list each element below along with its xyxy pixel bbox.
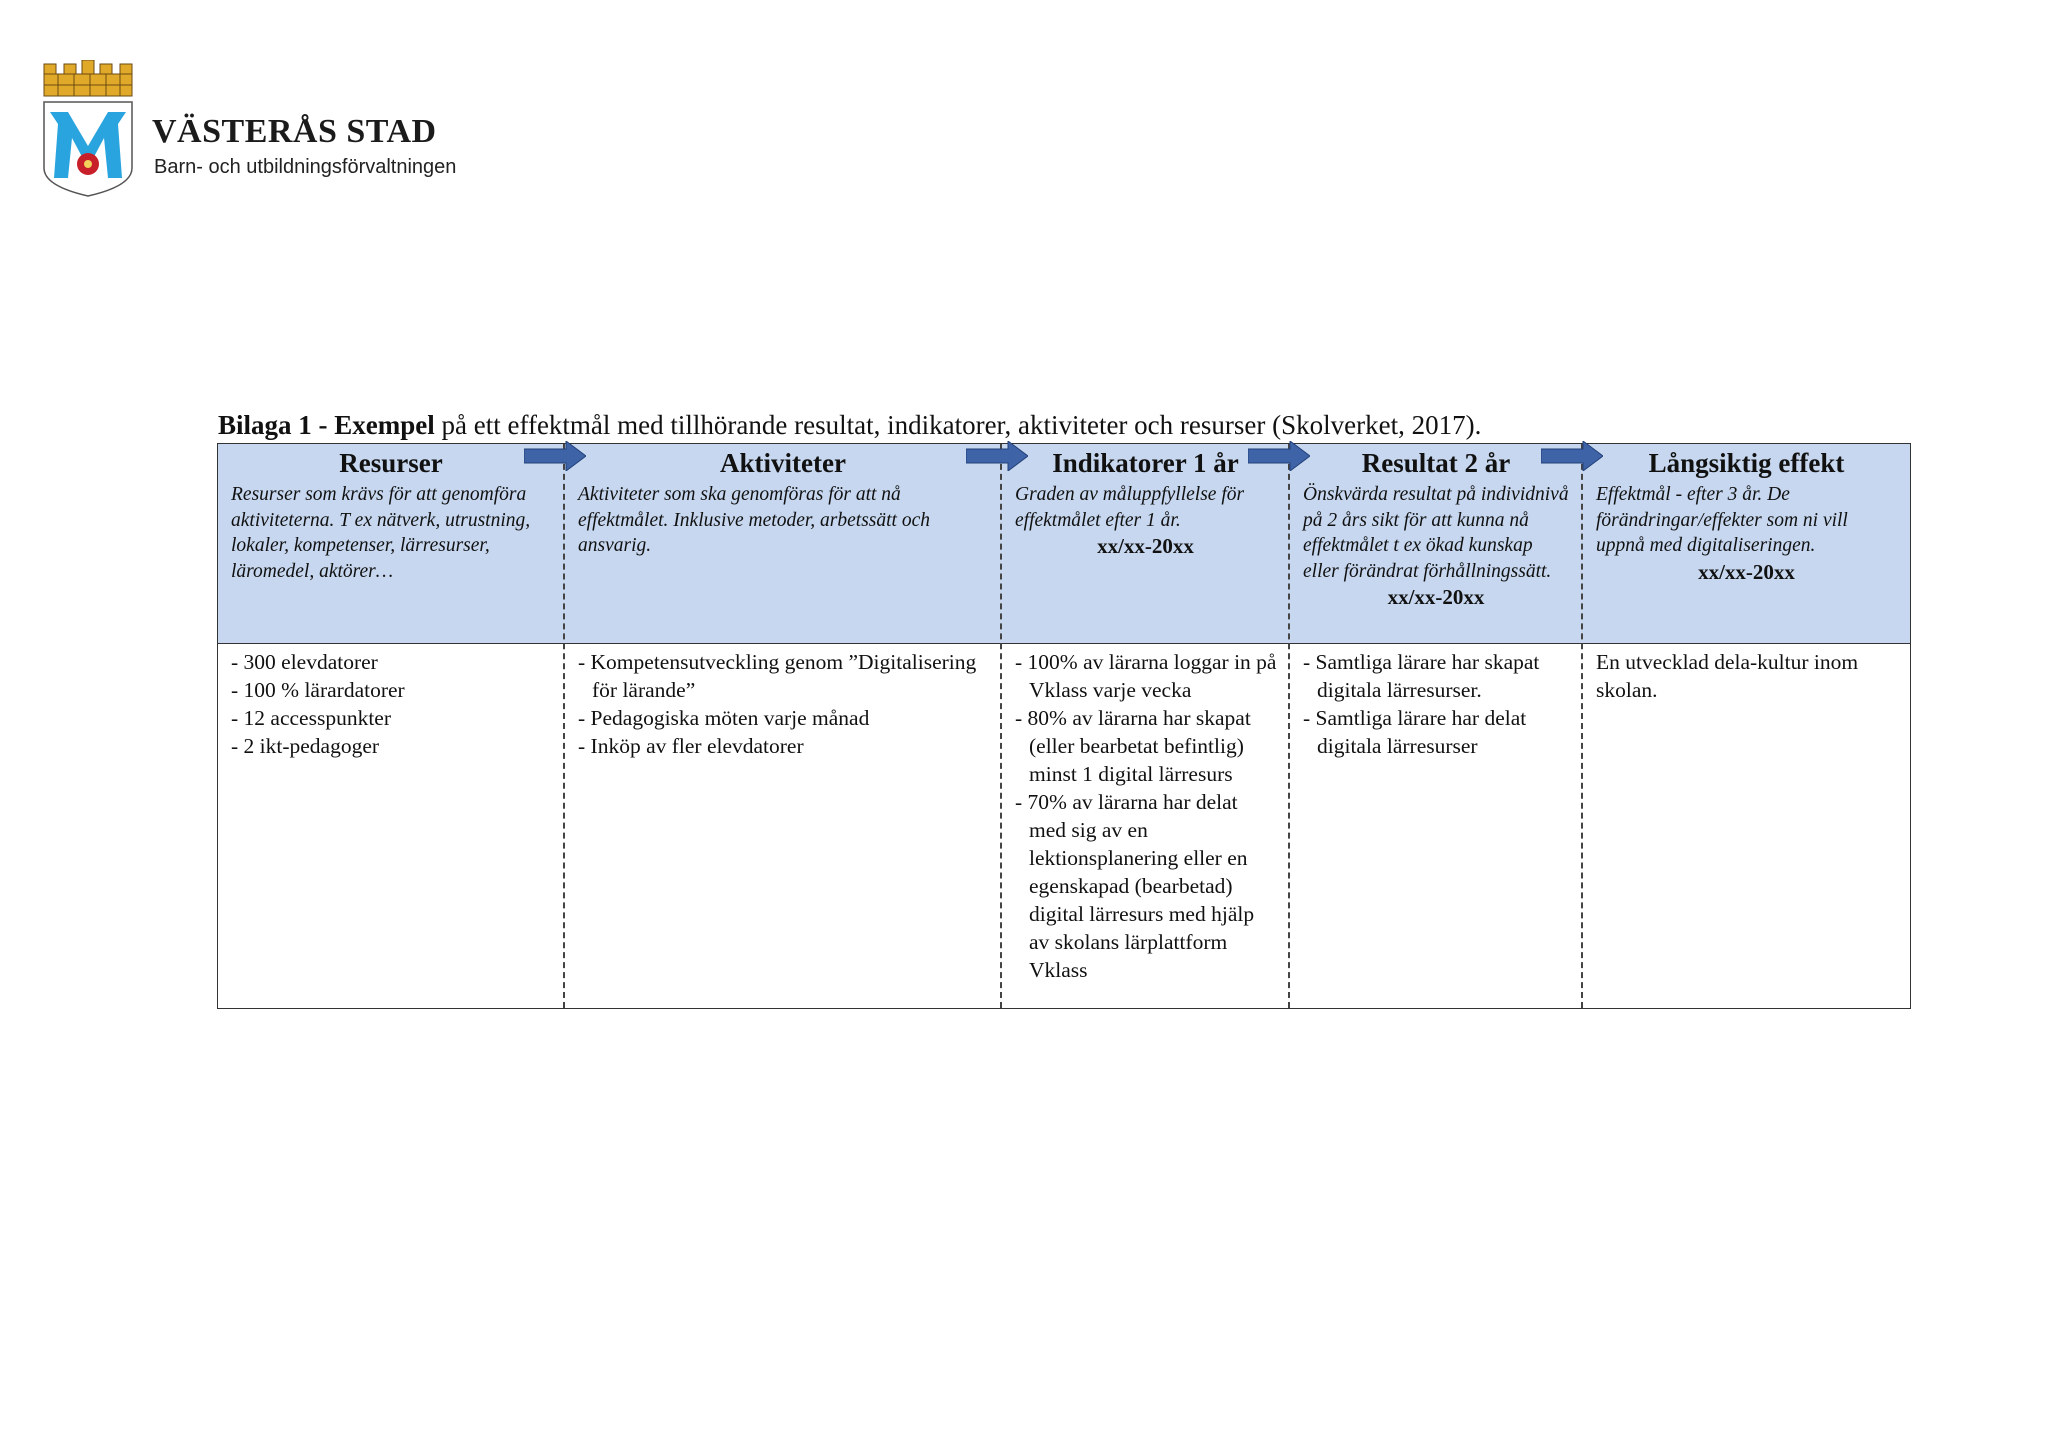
organization-subtitle: Barn- och utbildningsförvaltningen — [154, 156, 457, 178]
logic-model-table — [217, 443, 1911, 1009]
list-item: - 12 accesspunkter — [231, 706, 391, 730]
list-item: - 80% av lärarna har skapat (eller bearbetat befintlig) minst 1 digital lärresurs — [1015, 706, 1251, 786]
column-body — [1002, 644, 1288, 984]
list-item: - 70% av lärarna har delat med sig av en lektionsplanering eller en egenskapad (bearbetad) digital lärresurs med hjälp av skolans lärplattform Vklass — [1015, 790, 1255, 982]
column-title: Indikatorer 1 år — [1052, 448, 1239, 478]
list-item: - Samtliga lärare har delat digitala lärresurser — [1303, 706, 1527, 758]
arrow-right-icon — [1541, 441, 1603, 471]
column-resultat — [1288, 444, 1581, 1008]
crown-icon — [44, 60, 132, 96]
list-item: - Inköp av fler elevdatorer — [578, 734, 804, 758]
column-body — [1583, 644, 1909, 704]
column-title: Långsiktig effekt — [1648, 448, 1845, 478]
column-header — [218, 444, 563, 644]
column-date: xx/xx-20xx — [1698, 559, 1795, 584]
column-title: Resultat 2 år — [1361, 448, 1511, 478]
column-body — [218, 644, 563, 760]
column-header — [565, 444, 1000, 644]
column-title: Resurser — [339, 448, 443, 478]
column-body — [1290, 644, 1581, 760]
column-indikatorer — [1000, 444, 1288, 1008]
list-item: En utvecklad dela-kultur inom skolan. — [1596, 650, 1859, 702]
organization-name: VÄSTERÅS STAD — [152, 113, 437, 150]
column-title: Aktiviteter — [720, 448, 846, 478]
column-description: Effektmål - efter 3 år. De förändringar/effekter som ni vill uppnå med digitaliseringen. — [1596, 484, 1848, 556]
column-header — [1002, 444, 1288, 644]
column-description: Resurser som krävs för att genomföra aktiviteterna. T ex nätverk, utrustning, lokaler, kompetenser, lärresurser, läromedel, aktörer… — [231, 484, 531, 582]
column-header — [1290, 444, 1581, 644]
list-item: - Kompetensutveckling genom ”Digitalisering för lärande” — [578, 650, 977, 702]
list-item: - 100 % lärardatorer — [231, 678, 405, 702]
column-description: Önskvärda resultat på individnivå på 2 års sikt för att kunna nå effektmålet t ex ökad kunskap eller förändrat förhållningssätt. — [1303, 484, 1569, 582]
caption-bold: Bilaga 1 - Exempel — [218, 410, 435, 440]
list-item: - 100% av lärarna loggar in på Vklass varje vecka — [1015, 650, 1277, 702]
column-description: Aktiviteter som ska genomföras för att nå effektmålet. Inklusive metoder, arbetssätt och ansvarig. — [578, 484, 930, 556]
caption-text: på ett effektmål med tillhörande resultat, indikatorer, aktiviteter och resurser (Skolverket, 2017). — [434, 410, 1482, 440]
list-item: - Pedagogiska möten varje månad — [578, 706, 870, 730]
list-item: - Samtliga lärare har skapat digitala lärresurser. — [1303, 650, 1540, 702]
column-date: xx/xx-20xx — [1387, 585, 1485, 609]
table-caption — [218, 410, 1481, 441]
column-date: xx/xx-20xx — [1097, 534, 1194, 558]
column-header — [1583, 444, 1909, 644]
arrow-right-icon — [1248, 441, 1310, 471]
list-item: - 300 elevdatorer — [231, 650, 378, 674]
column-body — [565, 644, 1000, 760]
column-resurser — [218, 444, 563, 1008]
list-item: - 2 ikt-pedagoger — [231, 734, 380, 758]
rose-icon — [77, 153, 99, 175]
vasteras-coat-of-arms-logo — [42, 60, 134, 198]
arrow-right-icon — [966, 441, 1028, 471]
arrow-right-icon — [524, 441, 586, 471]
column-description: Graden av måluppfyllelse för effektmålet efter 1 år. — [1015, 484, 1245, 531]
column-aktiviteter — [563, 444, 1000, 1008]
column-langsiktig-effekt — [1581, 444, 1909, 1008]
